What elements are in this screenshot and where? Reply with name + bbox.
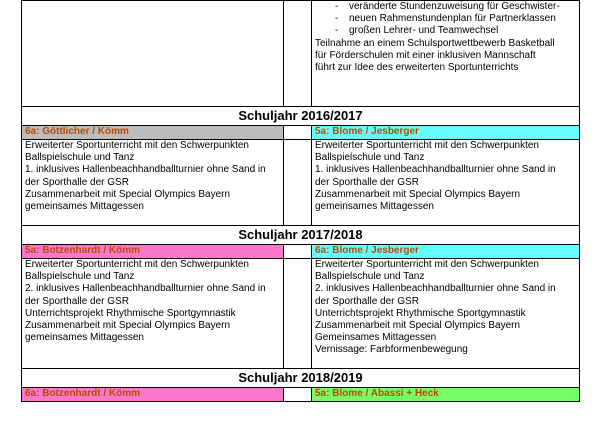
intro-bullet: - neuen Rahmenstundenplan für Partnerklassen: [335, 13, 576, 25]
body-line: Ballspielschule und Tanz: [25, 152, 135, 164]
body-line: Vernissage: Farbformenbewegung: [315, 344, 468, 356]
body-line: der Sporthalle der GSR: [315, 295, 419, 307]
intro-left-cell: [22, 1, 284, 107]
body-line: Ballspielschule und Tanz: [315, 152, 425, 164]
year-heading-2018: Schuljahr 2018/2019: [22, 369, 580, 388]
class-head-right: 5a: Blome / Jesberger: [312, 126, 580, 140]
class-head-mid: [284, 126, 312, 140]
body-line: Unterrichtsprojekt Rhythmische Sportgymnastik: [25, 307, 236, 319]
class-head-left: 6a: Göttlicher / Kömm: [22, 126, 284, 140]
class-head-left: 5a: Botzenhardt / Kömm: [22, 245, 284, 259]
body-line: Zusammenarbeit mit Special Olympics Bayern: [25, 320, 231, 332]
body-line: Erweiterter Sportunterricht mit den Schwerpunkten: [315, 140, 539, 151]
body-line: 1. inklusives Hallenbeachhandballturnier ohne Sand in: [25, 164, 266, 176]
intro-line: führt zur Idee des erweiterten Sportunterrichts: [315, 62, 519, 74]
year-heading-row: [22, 107, 580, 126]
body-line: 1. inklusives Hallenbeachhandballturnier ohne Sand in: [315, 164, 556, 176]
body-line: 2. inklusives Hallenbeachhandballturnier ohne Sand in: [315, 283, 556, 295]
year-heading-row: [22, 369, 580, 388]
body-line: der Sporthalle der GSR: [25, 295, 129, 307]
body-line: gemeinsames Mittagessen: [25, 332, 144, 344]
body-line: Zusammenarbeit mit Special Olympics Bayern: [25, 188, 231, 200]
intro-row: [22, 1, 580, 107]
class-body-left: [22, 259, 284, 369]
body-line: der Sporthalle der GSR: [315, 176, 419, 188]
body-line: 2. inklusives Hallenbeachhandballturnier ohne Sand in: [25, 283, 266, 295]
intro-bullet: - großen Lehrer- und Teamwechsel: [335, 25, 576, 37]
body-line: Ballspielschule und Tanz: [315, 271, 425, 283]
year-heading-2017: Schuljahr 2017/2018: [22, 226, 580, 245]
body-line: Gemeinsames Mittagessen: [315, 332, 437, 344]
school-year-table: [21, 0, 580, 402]
intro-bullet-list: [315, 1, 576, 38]
class-body-row: [22, 140, 580, 226]
body-line: gemeinsames Mittagessen: [25, 201, 144, 213]
class-head-right: 5a: Blome / Abassi + Heck: [312, 388, 580, 402]
document-page: [21, 0, 579, 410]
class-head-mid: [284, 388, 312, 402]
intro-line: für Förderschulen mit einer inklusiven Mannschaft: [315, 49, 536, 61]
body-line: Unterrichtsprojekt Rhythmische Sportgymnastik: [315, 307, 526, 319]
class-body-row: [22, 259, 580, 369]
class-body-mid: [284, 140, 312, 226]
intro-bullet: - veränderte Stundenzuweisung für Geschwister-: [335, 1, 576, 13]
body-line: der Sporthalle der GSR: [25, 176, 129, 188]
body-line: Zusammenarbeit mit Special Olympics Bayern: [315, 188, 521, 200]
body-line: gemeinsames Mittagessen: [315, 201, 434, 213]
class-body-left: [22, 140, 284, 226]
class-body-mid: [284, 259, 312, 369]
class-head-row: [22, 126, 580, 140]
body-line: Erweiterter Sportunterricht mit den Schwerpunkten: [25, 259, 249, 270]
intro-line: Teilnahme an einem Schulsportwettbewerb Basketball: [315, 37, 555, 49]
body-line: Erweiterter Sportunterricht mit den Schwerpunkten: [315, 259, 539, 270]
body-line: Zusammenarbeit mit Special Olympics Bayern: [315, 320, 521, 332]
year-heading-row: [22, 226, 580, 245]
class-body-right: [312, 259, 580, 369]
class-head-right: 6a: Blome / Jesberger: [312, 245, 580, 259]
class-head-mid: [284, 245, 312, 259]
class-head-row: [22, 245, 580, 259]
class-body-right: [312, 140, 580, 226]
body-line: Erweiterter Sportunterricht mit den Schwerpunkten: [25, 140, 249, 151]
intro-right-cell: [312, 1, 580, 107]
class-head-left: 6a: Botzenhardt / Kömm: [22, 388, 284, 402]
body-line: Ballspielschule und Tanz: [25, 271, 135, 283]
class-head-row: [22, 388, 580, 402]
year-heading-2016: Schuljahr 2016/2017: [22, 107, 580, 126]
intro-mid-cell: [284, 1, 312, 107]
